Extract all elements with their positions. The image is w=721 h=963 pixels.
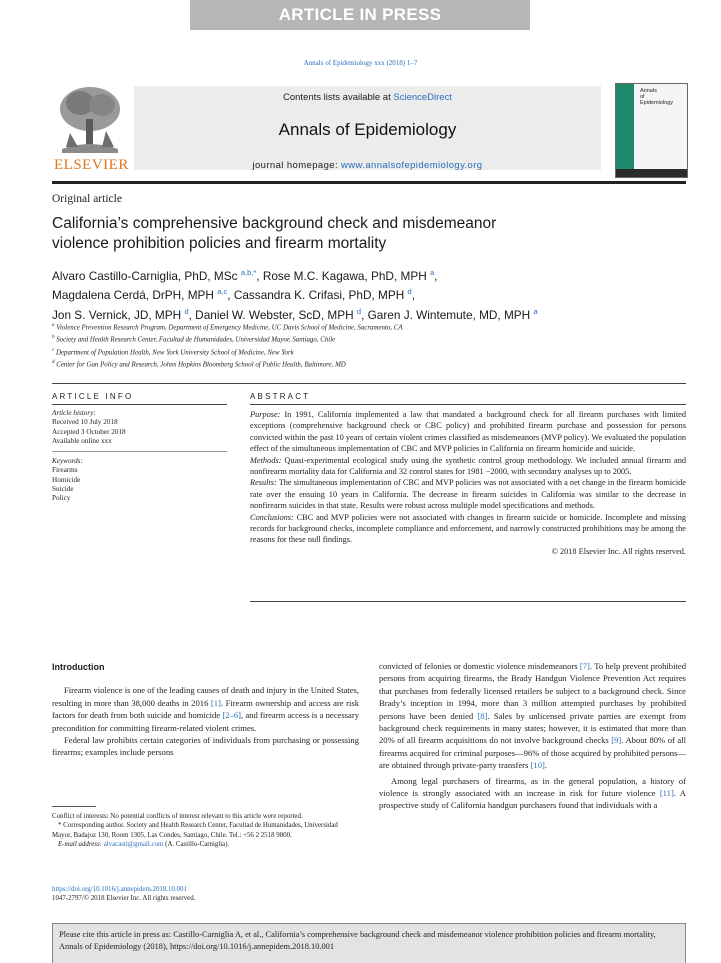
author-name[interactable]: Alvaro Castillo-Carniglia, PhD, MSc bbox=[52, 268, 238, 283]
author-separator: , bbox=[361, 307, 368, 322]
author-separator: , bbox=[227, 288, 234, 303]
reference-link[interactable]: [9] bbox=[611, 735, 622, 746]
abstract-bottom-rule bbox=[250, 601, 686, 602]
abstract-label: Methods: bbox=[250, 455, 282, 465]
info-divider bbox=[52, 451, 227, 452]
received-date: Received 10 July 2018 bbox=[52, 418, 118, 427]
body-right-column bbox=[379, 660, 686, 812]
reference-link[interactable]: [8] bbox=[477, 710, 488, 721]
cover-stripe bbox=[616, 84, 634, 177]
author-name[interactable]: Jon S. Vernick, JD, MPH bbox=[52, 307, 182, 322]
author-affiliation-mark[interactable]: d bbox=[184, 306, 189, 316]
author-separator: , bbox=[188, 307, 196, 322]
sciencedirect-link[interactable]: ScienceDirect bbox=[393, 92, 452, 103]
body-left-column bbox=[52, 661, 359, 759]
affiliation-list bbox=[52, 321, 672, 370]
author-line-1 bbox=[52, 265, 672, 284]
article-title bbox=[52, 214, 612, 254]
title-line-2: violence prohibition policies and firearm mortality bbox=[52, 235, 387, 252]
article-info-heading: ARTICLE INFO bbox=[52, 392, 134, 401]
affiliation-item bbox=[52, 346, 672, 358]
header-rule bbox=[52, 181, 686, 184]
author-name[interactable]: Rose M.C. Kagawa, PhD, MPH bbox=[262, 268, 427, 283]
email-footnote bbox=[52, 840, 359, 849]
abstract-heading-rule bbox=[250, 404, 686, 405]
author-separator: , bbox=[411, 288, 415, 303]
affiliation-text: Society and Health Research Center, Facultad de Humanidades, Universidad Mayor, Santiago, Chile bbox=[56, 336, 336, 344]
body-text: . bbox=[544, 760, 548, 771]
keyword: Firearms bbox=[52, 466, 78, 475]
abstract-label: Conclusions: bbox=[250, 512, 294, 522]
journal-homepage bbox=[134, 160, 601, 171]
author-name[interactable]: Daniel W. Webster, ScD, MPH bbox=[195, 307, 354, 322]
affiliation-item bbox=[52, 321, 672, 333]
abstract-copyright: © 2018 Elsevier Inc. All rights reserved. bbox=[551, 546, 686, 556]
abstract-text: The simultaneous implementation of CBC and MVP policies was not associated with a net change in the firearm homicide rate over the ensuing 10 years in California. The decrease in firearm suicides in California was similar to the decrease in nonfirearm suicides in that state. Results were robust across multiple model specifications and methods. bbox=[250, 478, 686, 511]
body-text: . To help prevent prohibited persons from acquiring firearms, the Brady Handgun Violence Prevention Act requires that purchases from federally licensed retailers be subject to a background check. Since Brady’s inception in 1994, more than 3 million attempted purchases by prohibited persons have been denied bbox=[379, 661, 686, 721]
cover-footer bbox=[616, 169, 687, 177]
cover-title bbox=[640, 88, 673, 106]
online-date: Available online xxx bbox=[52, 436, 112, 445]
reference-link[interactable]: [11] bbox=[659, 788, 674, 799]
author-list bbox=[52, 265, 672, 323]
author-separator: , bbox=[256, 268, 263, 283]
journal-masthead bbox=[134, 86, 601, 170]
body-paragraph bbox=[379, 660, 686, 772]
abstract-results bbox=[250, 477, 686, 511]
title-line-1: California’s comprehensive background check and misdemeanor bbox=[52, 215, 497, 232]
abstract-purpose bbox=[250, 409, 686, 455]
author-separator: , bbox=[434, 268, 438, 283]
journal-cover-thumbnail bbox=[615, 83, 688, 178]
affiliation-text: Violence Prevention Research Program, Department of Emergency Medicine, UC Davis School of Medicine, Sacramento, CA bbox=[56, 324, 403, 332]
corresponding-author-footnote: * Corresponding author. Society and Health Research Center, Facultad de Humanidades, Universidad Mayor, Badajoz 130, Room 1305, Las Condes, Santiago, Chile. Tel.: +56 2 2518 9800. bbox=[52, 822, 338, 839]
journal-header bbox=[52, 83, 686, 180]
cover-title-1: Annals bbox=[640, 88, 657, 94]
footnotes bbox=[52, 812, 359, 850]
elsevier-tree-icon bbox=[52, 83, 128, 155]
accepted-date: Accepted 3 October 2018 bbox=[52, 427, 126, 436]
info-top-rule bbox=[52, 383, 686, 384]
affiliation-text: Department of Population Health, New York University School of Medicine, New York bbox=[55, 348, 294, 356]
homepage-prefix: journal homepage: bbox=[252, 160, 342, 171]
body-text: , and firearm access is a necessary precondition for committing firearm-related violent crimes. bbox=[52, 710, 359, 733]
affiliation-item bbox=[52, 333, 672, 345]
body-paragraph: Federal law prohibits certain categories of individuals from purchasing or possessing firearms; examples include persons bbox=[52, 735, 359, 758]
affiliation-key: a bbox=[52, 323, 55, 328]
article-info bbox=[52, 409, 227, 504]
article-in-press-banner: ARTICLE IN PRESS bbox=[190, 0, 530, 30]
doi-block bbox=[52, 885, 359, 904]
body-text: Firearm violence is one of the leading causes of death and injury in the United States, resulting in more than 38,000 deaths in 2016 bbox=[52, 685, 359, 708]
body-paragraph bbox=[379, 775, 686, 812]
abstract-label: Results: bbox=[250, 478, 277, 488]
email-link[interactable]: alvacasti@gmail.com bbox=[103, 841, 164, 849]
publisher-name: ELSEVIER bbox=[54, 157, 129, 173]
author-name[interactable]: Magdalena Cerdá, DrPH, MPH bbox=[52, 288, 214, 303]
author-name[interactable]: Cassandra K. Crifasi, PhD, MPH bbox=[233, 288, 405, 303]
abstract-conclusions bbox=[250, 512, 686, 546]
author-affiliation-mark[interactable]: a,b,* bbox=[240, 268, 257, 277]
keyword: Suicide bbox=[52, 485, 74, 494]
email-suffix: (A. Castillo-Carniglia). bbox=[163, 841, 230, 849]
affiliation-key: c bbox=[52, 347, 55, 353]
body-paragraph bbox=[52, 684, 359, 734]
footnote-rule bbox=[52, 806, 96, 807]
keyword: Homicide bbox=[52, 475, 81, 484]
keyword: Policy bbox=[52, 494, 71, 503]
affiliation-key: b bbox=[52, 335, 55, 341]
history-label: Article history: bbox=[52, 409, 96, 417]
abstract-methods bbox=[250, 455, 686, 478]
body-text: Among legal purchasers of firearms, as in the general population, a history of violence is strongly associated with an increase in risk for future violence bbox=[379, 775, 686, 799]
affiliation-key: d bbox=[52, 359, 55, 365]
reference-link[interactable]: [2–6] bbox=[222, 710, 242, 721]
body-text: . About 80% of all firearms acquired for criminal purposes—96% of those acquired by prohibited persons—are obtained through private-party transfers bbox=[379, 735, 686, 771]
author-affiliation-mark[interactable]: a,c bbox=[217, 287, 228, 297]
affiliation-text: Center for Gun Policy and Research, Johns Hopkins Bloomberg School of Public Health, Baltimore, MD bbox=[56, 361, 346, 369]
contents-available bbox=[134, 92, 601, 103]
abstract-text: In 1991, California implemented a law that mandated a background check for all firearm purchases with limited exceptions (comprehensive background check or CBC policy) and prohibited firearm purchase and possession for persons convicted within the past 10 years of certain violent crimes classified as misdemeanors (MVP policy). We evaluated the population effect of the simultaneous implementation of CBC and MVP policies in California on firearm homicide and suicide. bbox=[250, 410, 686, 454]
keywords-label: Keywords: bbox=[52, 457, 83, 466]
body-text: . Firearm ownership and access are risk factors for death from both suicide and homicide bbox=[52, 697, 360, 721]
journal-citation-line[interactable]: Annals of Epidemiology xxx (2018) 1–7 bbox=[303, 59, 418, 67]
author-affiliation-mark[interactable]: d bbox=[407, 287, 412, 297]
elsevier-tree-logo bbox=[52, 83, 128, 180]
doi-link[interactable]: https://doi.org/10.1016/j.annepidem.2018.10.001 bbox=[52, 886, 187, 893]
affiliation-item bbox=[52, 358, 672, 370]
body-text: . A prospective study of California handgun purchasers found that individuals with a bbox=[379, 788, 687, 811]
body-text: . Sales by unlicensed private parties are exempt from background check requirements in many states; however, it is estimated that more than 20% of all firearm acquisitions do not involve background checks bbox=[379, 710, 687, 746]
abstract-label: Purpose: bbox=[250, 410, 281, 419]
abstract-text: CBC and MVP policies were not associated with changes in firearm suicide or homicide. Incomplete and missing records for background checks, incomplete compliance and enforcement, and narrowly constructed prohibitions may be among the reasons for these null findings. bbox=[250, 512, 686, 545]
citation-box: Please cite this article in press as: Castillo-Carniglia A, et al., California’s comprehensive background check and misdemeanor violence prohibition policies and firearm mortality, Annals of Epidemiology (2018), https://doi.org/10.1016/j.annepidem.2018.10.001 bbox=[52, 923, 686, 963]
abstract-heading: ABSTRACT bbox=[250, 392, 311, 401]
author-affiliation-mark[interactable]: d bbox=[356, 306, 362, 316]
abstract-text: Quasi-experimental ecological study using the synthetic control group methodology. We included annual firearm and nonfirearm mortality data for California and 32 control states for 1981 −2000, with secondary analyses up to 2005. bbox=[250, 455, 686, 477]
body-text: convicted of felonies or domestic violence misdemeanors bbox=[379, 661, 580, 671]
conflict-footnote: Conflict of interests: No potential conflicts of interest relevant to this article were reported. bbox=[52, 813, 303, 820]
article-type: Original article bbox=[52, 193, 122, 205]
author-line-2 bbox=[52, 284, 672, 303]
cover-title-2: of bbox=[640, 94, 645, 100]
cover-title-3: Epidemiology bbox=[640, 100, 674, 106]
author-affiliation-mark[interactable]: a bbox=[533, 306, 538, 316]
section-heading: Introduction bbox=[52, 662, 105, 672]
reference-link[interactable]: [1] bbox=[210, 697, 221, 708]
abstract-body bbox=[250, 409, 686, 557]
reference-link[interactable]: [10] bbox=[530, 760, 545, 771]
info-heading-rule bbox=[52, 404, 227, 405]
homepage-link[interactable]: www.annalsofepidemiology.org bbox=[341, 160, 483, 171]
reference-link[interactable]: [7] bbox=[579, 661, 590, 671]
contents-prefix: Contents lists available at bbox=[283, 92, 394, 103]
author-affiliation-mark[interactable]: a bbox=[430, 268, 435, 277]
issn-line: 1047-2797/© 2018 Elsevier Inc. All rights reserved. bbox=[52, 895, 196, 903]
author-name[interactable]: Garen J. Wintemute, MD, MPH bbox=[367, 307, 531, 322]
journal-title: Annals of Epidemiology bbox=[278, 120, 457, 139]
email-label: E-mail address: bbox=[58, 841, 104, 849]
